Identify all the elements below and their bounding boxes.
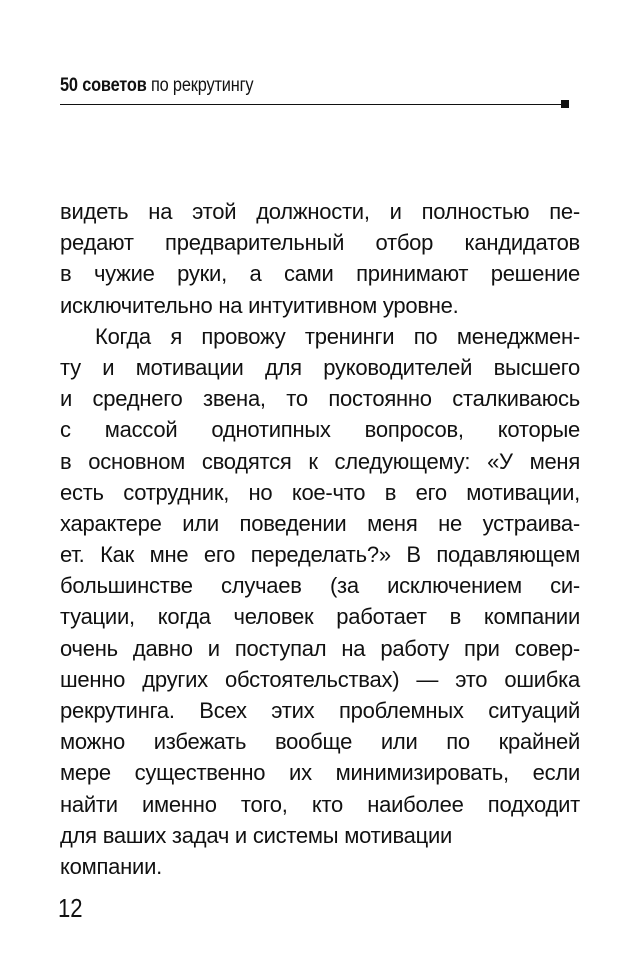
text-line: характере или поведении меня не устраива- [60, 510, 580, 536]
text-line: рекрутинга. Всех этих проблемных ситуаций [60, 698, 580, 723]
text-line: ет. Как мне его переделать?» В подавляющем [60, 542, 580, 568]
book-title-bold: 50 советов [60, 75, 147, 96]
running-head [60, 74, 253, 98]
text-line: туации, когда человек работает в компании [60, 604, 580, 630]
text-line: редают предварительный отбор кандидатов [60, 230, 580, 256]
text-line: мере существенно их минимизировать, если [60, 760, 580, 786]
text-line: найти именно того, кто наиболее подходит [60, 791, 580, 817]
paragraph-first-line: Когда я провожу тренинги по менеджмен- [95, 323, 580, 349]
text-line: большинстве случаев (за исключением си- [60, 573, 580, 599]
text-line: компании. [60, 853, 162, 879]
text-line: видеть на этой должности, и полностью пе- [60, 199, 580, 224]
text-line: в чужие руки, а сами принимают решение [60, 261, 580, 287]
text-line: исключительно на интуитивном уровне. [60, 292, 459, 318]
book-title-rest: по рекрутингу [146, 75, 254, 96]
text-line: и среднего звена, то постоянно сталкиваюсь [60, 386, 580, 412]
page-number: 12 [58, 893, 83, 923]
body-text [60, 196, 580, 882]
text-line: в основном сводятся к следующему: «У меня [60, 448, 580, 474]
header-rule [60, 104, 563, 105]
text-line: с массой однотипных вопросов, которые [60, 417, 580, 443]
text-line: ту и мотивации для руководителей высшего [60, 354, 580, 380]
text-line: можно избежать вообще или по крайней [60, 729, 580, 755]
text-line: очень давно и поступал на работу при совер- [60, 635, 580, 661]
header-rule-square [561, 100, 569, 108]
text-line: есть сотрудник, но кое-что в его мотивации, [60, 479, 580, 505]
text-line: для ваших задач и системы мотивации [60, 822, 453, 848]
text-line: шенно других обстоятельствах) — это ошибка [60, 666, 580, 692]
